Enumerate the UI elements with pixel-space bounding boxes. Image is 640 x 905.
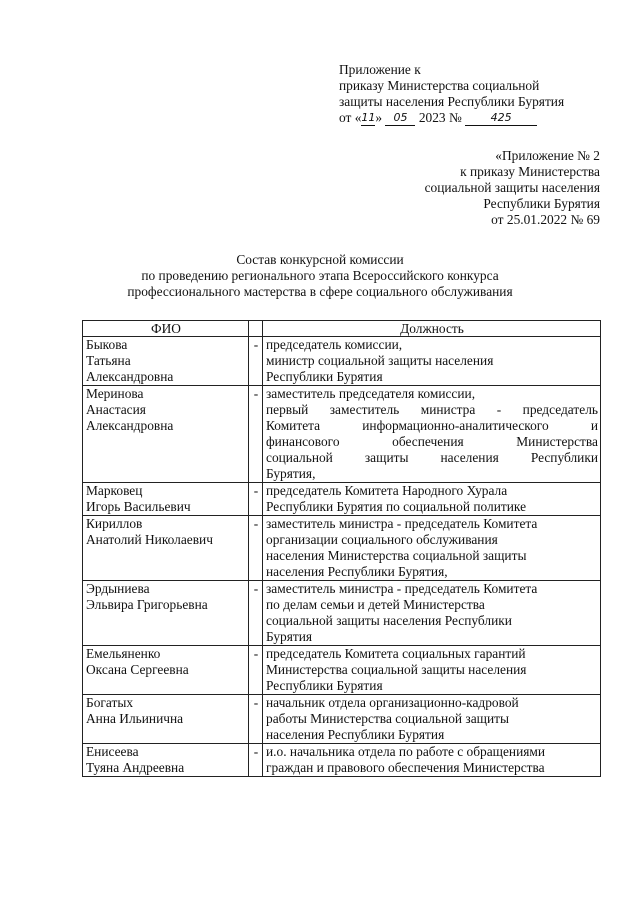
- title-line-3: профессионального мастерства в сфере социального обслуживания: [127, 284, 513, 299]
- appendix-block: [339, 62, 629, 126]
- member-name: [83, 646, 249, 695]
- table-row: [83, 581, 601, 646]
- member-position: [263, 337, 601, 386]
- prior-line-4: Республики Бурятия: [483, 196, 600, 211]
- prior-line-2: к приказу Министерства: [460, 164, 600, 179]
- member-name-line: Богатых: [86, 695, 134, 710]
- member-position-line: организации социального обслуживания: [266, 532, 498, 547]
- member-name-line: Марковец: [86, 483, 143, 498]
- member-name: [83, 695, 249, 744]
- member-name-line: Александровна: [86, 369, 174, 384]
- member-name: [83, 516, 249, 581]
- prior-line-5: от 25.01.2022 № 69: [491, 212, 600, 227]
- table-row: [83, 386, 601, 483]
- dash-separator: -: [249, 695, 263, 744]
- member-position: [263, 516, 601, 581]
- member-position-line: по делам семьи и детей Министерства: [266, 597, 485, 612]
- member-position-line: населения Республики Бурятия: [266, 727, 445, 742]
- member-name: [83, 744, 249, 777]
- header-position: Должность: [263, 321, 601, 337]
- dash-separator: -: [249, 386, 263, 483]
- member-position-line: председатель комиссии,: [266, 337, 403, 352]
- member-position-line: работы Министерства социальной защиты: [266, 711, 509, 726]
- prior-line-3: социальной защиты населения: [424, 180, 600, 195]
- member-name-line: Оксана Сергеевна: [86, 662, 189, 677]
- member-position-line: социальной защиты населения Республики: [266, 450, 598, 465]
- member-position-line: Министерства социальной защиты населения: [266, 662, 527, 677]
- member-position-line: начальник отдела организационно-кадровой: [266, 695, 519, 710]
- member-position-line: министр социальной защиты населения: [266, 353, 494, 368]
- member-name-line: Анна Ильинична: [86, 711, 184, 726]
- member-name-line: Кириллов: [86, 516, 143, 531]
- member-name: [83, 386, 249, 483]
- appendix-line-3: защиты населения Республики Бурятия: [339, 94, 565, 109]
- table-row: [83, 695, 601, 744]
- member-name-line: Эльвира Григорьевна: [86, 597, 208, 612]
- member-position-line: граждан и правового обеспечения Министерства: [266, 760, 545, 775]
- member-name-line: Туяна Андреевна: [86, 760, 185, 775]
- member-position-line: Бурятия: [266, 629, 313, 644]
- member-name-line: Быкова: [86, 337, 128, 352]
- table-header-row: [83, 321, 601, 337]
- dash-separator: -: [249, 744, 263, 777]
- member-position-line: социальной защиты населения Республики: [266, 613, 512, 628]
- table-row: [83, 744, 601, 777]
- commission-table: [82, 320, 601, 777]
- member-position: [263, 744, 601, 777]
- member-position: [263, 386, 601, 483]
- member-position-line: населения Республики Бурятия,: [266, 564, 448, 579]
- member-position: [263, 483, 601, 516]
- dash-separator: -: [249, 337, 263, 386]
- appendix-line-2: приказу Министерства социальной: [339, 78, 540, 93]
- member-position-line: финансового обеспечения Министерства: [266, 434, 598, 449]
- member-position-line: заместитель председателя комиссии,: [266, 386, 476, 401]
- member-position-line: первый заместитель министра - председатель: [266, 402, 598, 417]
- member-name-line: Татьяна: [86, 353, 131, 368]
- member-position-line: Бурятия,: [266, 466, 316, 481]
- order-number: 425: [465, 110, 537, 126]
- member-name: [83, 581, 249, 646]
- date-day: 11: [361, 111, 376, 124]
- member-position-line: председатель Комитета Народного Хурала: [266, 483, 508, 498]
- header-name: ФИО: [83, 321, 249, 337]
- member-position-line: заместитель министра - председатель Комитета: [266, 516, 538, 531]
- member-name-line: Анастасия: [86, 402, 146, 417]
- date-year: 2023 №: [418, 110, 462, 125]
- member-name-line: Меринова: [86, 386, 144, 401]
- member-position-line: председатель Комитета социальных гарантий: [266, 646, 526, 661]
- appendix-line-1: Приложение к: [339, 62, 421, 77]
- member-name-line: Енисеева: [86, 744, 139, 759]
- member-position: [263, 581, 601, 646]
- member-name-line: Анатолий Николаевич: [86, 532, 213, 547]
- member-position-line: населения Министерства социальной защиты: [266, 548, 527, 563]
- member-position-line: заместитель министра - председатель Комитета: [266, 581, 538, 596]
- member-name-line: Александровна: [86, 418, 174, 433]
- prior-appendix-block: [425, 148, 600, 228]
- member-position: [263, 695, 601, 744]
- member-position-line: Комитета информационно-аналитического и: [266, 418, 598, 433]
- dash-separator: -: [249, 516, 263, 581]
- member-position: [263, 646, 601, 695]
- table-row: [83, 646, 601, 695]
- date-month: 05: [385, 110, 415, 126]
- member-position-line: Республики Бурятия по социальной политике: [266, 499, 527, 514]
- dash-separator: -: [249, 581, 263, 646]
- table-row: [83, 337, 601, 386]
- title-line-2: по проведению регионального этапа Всероссийского конкурса: [141, 268, 499, 283]
- prior-line-1: «Приложение № 2: [495, 148, 600, 163]
- member-name-line: Емельяненко: [86, 646, 161, 661]
- table-row: [83, 516, 601, 581]
- member-position-line: Республики Бурятия: [266, 678, 383, 693]
- document-title: [0, 252, 640, 300]
- member-position-line: Республики Бурятия: [266, 369, 383, 384]
- appendix-date-line: [339, 110, 629, 126]
- header-spacer: [249, 321, 263, 337]
- member-name-line: Игорь Васильевич: [86, 499, 191, 514]
- title-line-1: Состав конкурсной комиссии: [236, 252, 404, 267]
- dash-separator: -: [249, 483, 263, 516]
- member-position-line: и.о. начальника отдела по работе с обращениями: [266, 744, 546, 759]
- member-name-line: Эрдыниева: [86, 581, 150, 596]
- table-row: [83, 483, 601, 516]
- date-prefix: от «: [339, 110, 362, 125]
- member-name: [83, 337, 249, 386]
- dash-separator: -: [249, 646, 263, 695]
- member-name: [83, 483, 249, 516]
- date-mid: »: [375, 110, 383, 125]
